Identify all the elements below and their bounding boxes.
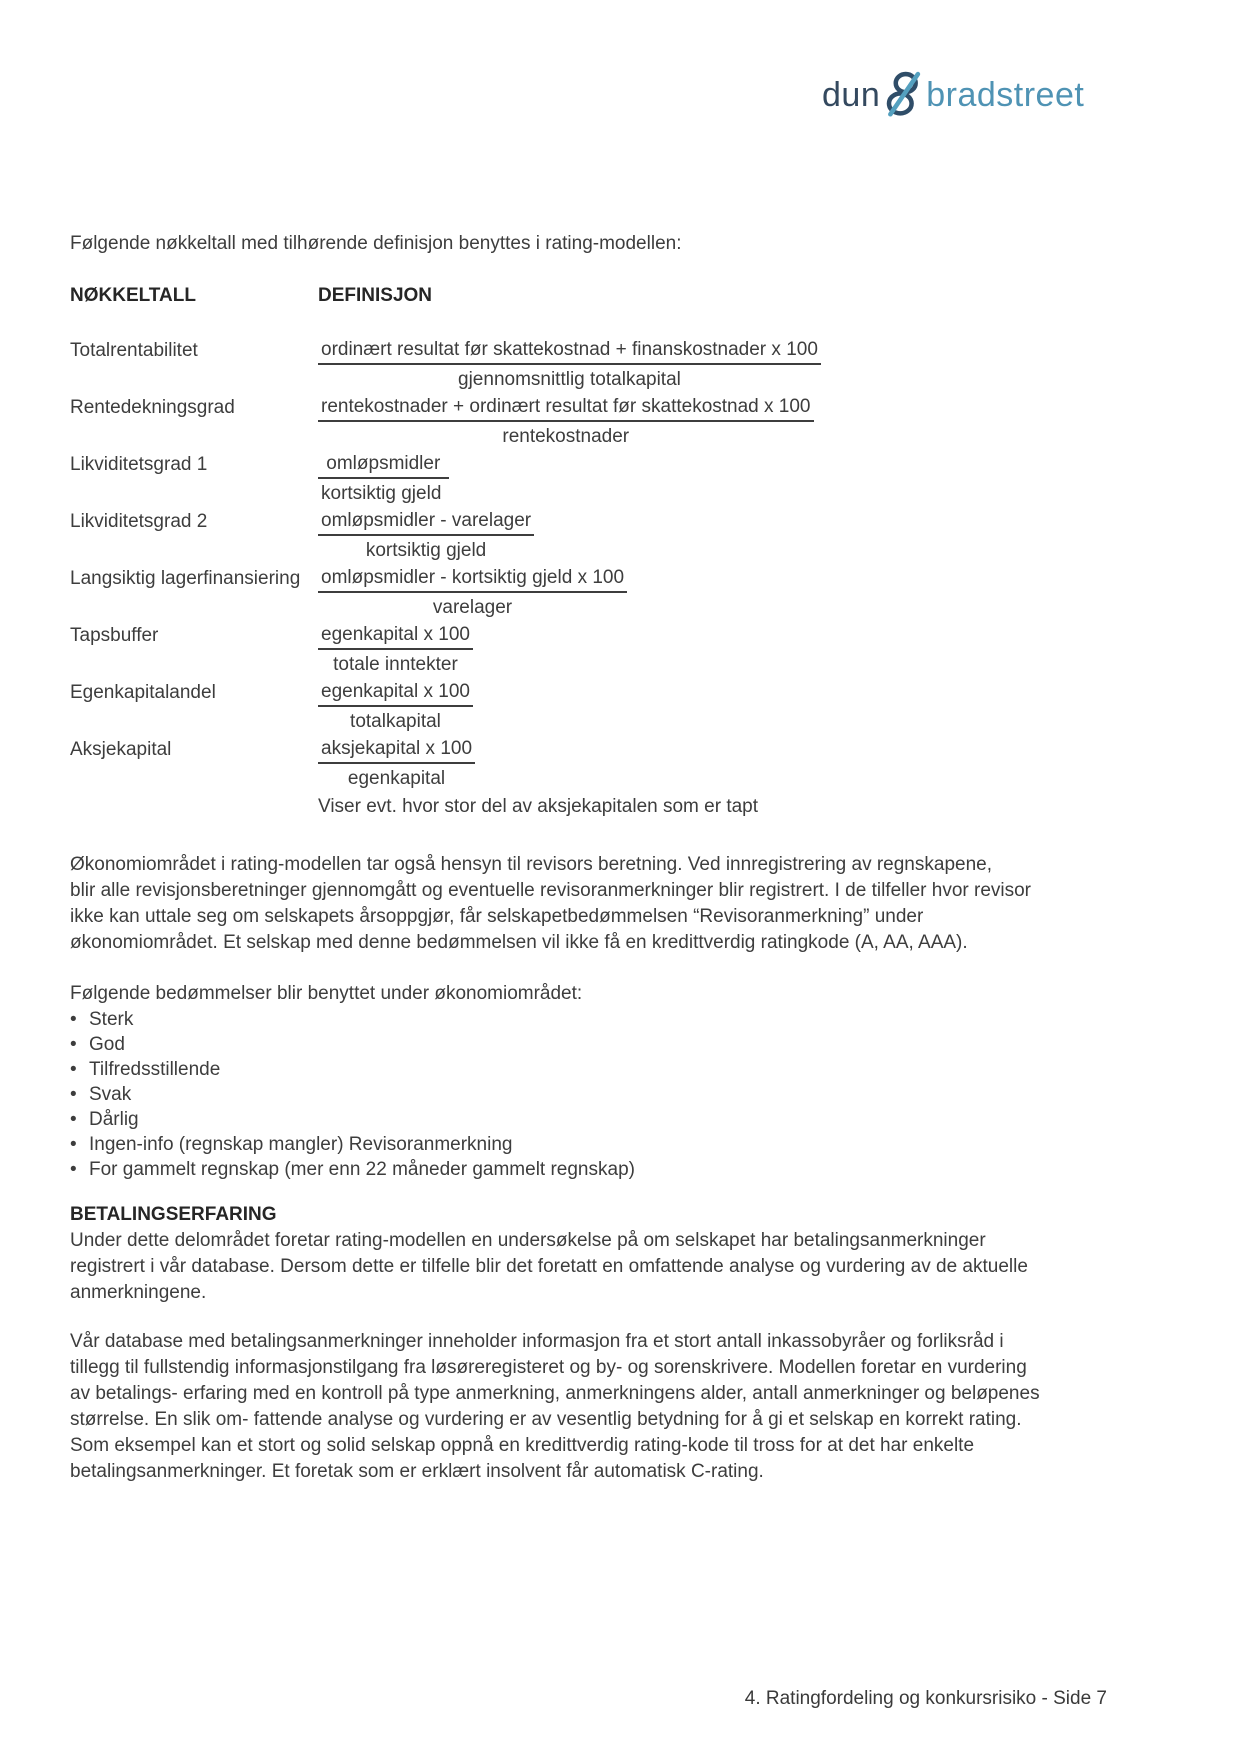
betalingserfaring-heading: BETALINGSERFARING xyxy=(70,1204,277,1225)
dnb-ampersand-icon xyxy=(883,70,923,117)
logo-dun-text: dun xyxy=(822,75,881,114)
paragraph-line: Vår database med betalingsanmerkninger inneholder informasjon fra et stort antall inkassobyråer og forliksråd i xyxy=(70,1331,1004,1352)
fraction-numerator: egenkapital x 100 xyxy=(318,679,473,707)
fraction-denominator: egenkapital xyxy=(347,768,446,789)
ratio-label: Tapsbuffer xyxy=(70,625,159,646)
ratio-label: Langsiktig lagerfinansiering xyxy=(70,568,301,589)
logo-bradstreet-text: bradstreet xyxy=(926,75,1085,114)
bullet-icon: • xyxy=(70,1059,77,1080)
bullet-icon: • xyxy=(70,1159,77,1180)
fraction-numerator: omløpsmidler - kortsiktig gjeld x 100 xyxy=(318,565,627,593)
bedommelser-intro: Følgende bedømmelser blir benyttet under økonomiområdet: xyxy=(70,983,583,1004)
list-item-label: Svak xyxy=(89,1084,132,1105)
paragraph-line: økonomiområdet. Et selskap med denne bedømmelsen vil ikke få en kredittverdig ratingkode (A, AA, AAA). xyxy=(70,932,968,953)
aksjekapital-note: Viser evt. hvor stor del av aksjekapitalen som er tapt xyxy=(318,796,759,817)
paragraph-line: tillegg til fullstendig informasjonstilgang fra løsøreregisteret og by- og sorenskrivere. Modellen foretar en vurdering xyxy=(70,1357,1027,1378)
ratio-label: Totalrentabilitet xyxy=(70,340,198,361)
intro-text: Følgende nøkkeltall med tilhørende definisjon benyttes i rating-modellen: xyxy=(70,233,682,254)
list-item xyxy=(70,1132,1045,1157)
table-row xyxy=(70,622,1045,677)
table-header-row xyxy=(70,283,1045,309)
ratio-definition xyxy=(318,736,475,791)
list-item-label: Tilfredsstillende xyxy=(89,1059,221,1080)
ratio-label: Aksjekapital xyxy=(70,739,172,760)
table-row xyxy=(70,736,1045,791)
fraction-denominator: varelager xyxy=(432,597,513,618)
list-item xyxy=(70,1157,1045,1182)
ratio-table xyxy=(70,337,1045,791)
page-footer: 4. Ratingfordeling og konkursrisiko - Side 7 xyxy=(744,1688,1107,1709)
ratio-definition xyxy=(318,508,534,563)
fraction-denominator: kortsiktig gjeld xyxy=(365,540,487,561)
ratio-definition xyxy=(318,679,473,734)
dnb-logo xyxy=(822,70,1084,119)
list-item-label: God xyxy=(89,1034,125,1055)
fraction-numerator: aksjekapital x 100 xyxy=(318,736,475,764)
list-item xyxy=(70,1082,1045,1107)
table-row xyxy=(70,565,1045,620)
fraction-numerator: rentekostnader + ordinært resultat før skattekostnad x 100 xyxy=(318,394,814,422)
paragraph-line: betalingsanmerkninger. Et foretak som er erklært insolvent får automatisk C-rating. xyxy=(70,1461,764,1482)
bullet-icon: • xyxy=(70,1084,77,1105)
paragraph-line: blir alle revisjonsberetninger gjennomgått og eventuelle revisoranmerkninger blir registrert. I de tilfeller hvor revisor xyxy=(70,880,1032,901)
paragraph-line: Økonomiområdet i rating-modellen tar også hensyn til revisors beretning. Ved innregistrering av regnskapene, xyxy=(70,854,992,875)
fraction-denominator: totalkapital xyxy=(350,711,441,732)
table-row xyxy=(70,394,1045,449)
bedommelser-list xyxy=(70,1007,1045,1182)
table-row xyxy=(70,679,1045,734)
list-item-label: Ingen-info (regnskap mangler) Revisoranmerkning xyxy=(89,1134,513,1155)
ratio-label: Egenkapitalandel xyxy=(70,682,216,703)
fraction-numerator: omløpsmidler xyxy=(318,451,449,479)
paragraph-line: størrelse. En slik om- fattende analyse og vurdering er av vesentlig betydning for å gi et selskap en korrekt rating. xyxy=(70,1409,1022,1430)
ratio-label: Likviditetsgrad 2 xyxy=(70,511,208,532)
ratio-label: Likviditetsgrad 1 xyxy=(70,454,208,475)
list-item-label: For gammelt regnskap (mer enn 22 måneder gammelt regnskap) xyxy=(89,1159,635,1180)
list-item xyxy=(70,1032,1045,1057)
fraction-numerator: ordinært resultat før skattekostnad + finanskostnader x 100 xyxy=(318,337,821,365)
table-row xyxy=(70,451,1045,506)
list-item xyxy=(70,1007,1045,1032)
table-row xyxy=(70,337,1045,392)
paragraph-line: Som eksempel kan et stort og solid selskap oppnå en kredittverdig rating-kode til tross for at det har enkelte xyxy=(70,1435,975,1456)
ratio-definition xyxy=(318,394,814,449)
list-item-label: Sterk xyxy=(89,1009,134,1030)
fraction-numerator: egenkapital x 100 xyxy=(318,622,473,650)
fraction-denominator: totale inntekter xyxy=(333,654,458,675)
fraction-denominator: kortsiktig gjeld xyxy=(321,483,442,504)
paragraph-line: av betalings- erfaring med en kontroll på type anmerkning, anmerkningens alder, antall anmerkninger og beløpenes xyxy=(70,1383,1040,1404)
column-header-nokkeltall: NØKKELTALL xyxy=(70,285,196,306)
table-row xyxy=(70,508,1045,563)
list-item xyxy=(70,1057,1045,1082)
ratio-definition xyxy=(318,622,473,677)
ratio-label: Rentedekningsgrad xyxy=(70,397,235,418)
okonomi-paragraph xyxy=(70,852,1045,956)
paragraph-line: registrert i vår database. Dersom dette er tilfelle blir det foretatt en omfattende analyse og vurdering av de aktuelle xyxy=(70,1256,1028,1277)
bullet-icon: • xyxy=(70,1034,77,1055)
betalingserfaring-paragraph-2 xyxy=(70,1329,1045,1485)
bullet-icon: • xyxy=(70,1009,77,1030)
page-content xyxy=(70,231,1045,1485)
betalingserfaring-paragraph-1 xyxy=(70,1228,1045,1306)
fraction-denominator: gjennomsnittlig totalkapital xyxy=(458,369,681,390)
ratio-definition xyxy=(318,451,449,506)
ratio-definition xyxy=(318,565,627,620)
bullet-icon: • xyxy=(70,1109,77,1130)
bullet-icon: • xyxy=(70,1134,77,1155)
paragraph-line: Under dette delområdet foretar rating-modellen en undersøkelse på om selskapet har betalingsanmerkninger xyxy=(70,1230,986,1251)
paragraph-line: anmerkningene. xyxy=(70,1282,207,1303)
paragraph-line: ikke kan uttale seg om selskapets årsoppgjør, får selskapetbedømmelsen “Revisoranmerkning” under xyxy=(70,906,924,927)
fraction-numerator: omløpsmidler - varelager xyxy=(318,508,534,536)
list-item xyxy=(70,1107,1045,1132)
fraction-denominator: rentekostnader xyxy=(502,426,630,447)
column-header-definisjon: DEFINISJON xyxy=(318,285,433,306)
ratio-definition xyxy=(318,337,821,392)
list-item-label: Dårlig xyxy=(89,1109,139,1130)
